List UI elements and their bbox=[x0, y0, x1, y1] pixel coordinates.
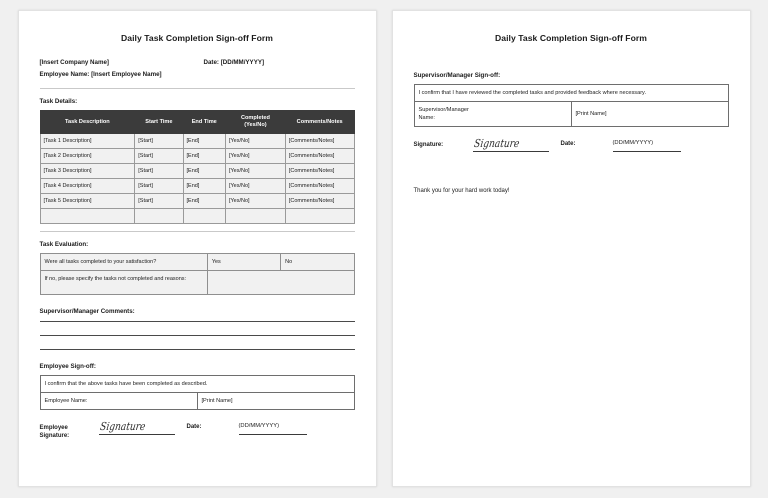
task-cell-comments[interactable] bbox=[285, 209, 354, 224]
task-cell-completed[interactable]: [Yes/No] bbox=[225, 134, 285, 149]
spacer bbox=[414, 43, 729, 63]
task-evaluation-label: Task Evaluation: bbox=[39, 241, 89, 248]
employee-signature-label bbox=[40, 419, 95, 440]
column-header-task-description: Task Description bbox=[40, 111, 135, 134]
employee-signature-label-line1: Employee bbox=[39, 425, 68, 431]
evaluation-body bbox=[40, 254, 354, 295]
task-table-body bbox=[40, 134, 354, 224]
task-details-label: Task Details: bbox=[39, 98, 78, 105]
table-row bbox=[40, 179, 354, 194]
signoff-name-label: Employee Name: bbox=[40, 393, 197, 410]
task-cell-task-description[interactable]: [Task 3 Description] bbox=[40, 164, 135, 179]
employee-date-field[interactable] bbox=[239, 419, 329, 435]
task-cell-comments[interactable]: [Comments/Notes] bbox=[285, 134, 354, 149]
column-header-start-time: Start Time bbox=[135, 111, 183, 134]
task-table-head bbox=[40, 111, 354, 134]
task-cell-comments[interactable]: [Comments/Notes] bbox=[285, 149, 354, 164]
signature-script-mark: Signature bbox=[472, 137, 520, 150]
supervisor-signoff-table[interactable] bbox=[414, 84, 729, 127]
signoff-confirmation-text: I confirm that the above tasks have been completed as described. bbox=[40, 376, 354, 393]
page-1-content bbox=[19, 11, 376, 486]
comment-line-3[interactable] bbox=[40, 349, 355, 350]
task-evaluation-table[interactable] bbox=[40, 253, 355, 295]
task-cell-end-time[interactable]: [End] bbox=[183, 194, 225, 209]
page-2-content bbox=[393, 11, 750, 486]
signature-underline bbox=[473, 151, 549, 152]
closing-message: Thank you for your hard work today! bbox=[413, 188, 510, 194]
supervisor-name-label-line1: Supervisor/Manager bbox=[418, 107, 469, 113]
task-cell-task-description[interactable]: [Task 2 Description] bbox=[40, 149, 135, 164]
task-cell-completed[interactable]: [Yes/No] bbox=[225, 194, 285, 209]
task-cell-task-description[interactable] bbox=[40, 209, 135, 224]
task-cell-task-description[interactable]: [Task 4 Description] bbox=[40, 179, 135, 194]
date-field[interactable]: Date: [DD/MM/YYYY] bbox=[203, 59, 265, 66]
supervisor-signature-field[interactable] bbox=[469, 136, 561, 152]
comment-line-1[interactable] bbox=[40, 321, 355, 322]
task-cell-end-time[interactable] bbox=[183, 209, 225, 224]
column-header-completed bbox=[225, 111, 285, 134]
task-table-header-row bbox=[40, 111, 354, 134]
task-cell-end-time[interactable]: [End] bbox=[183, 164, 225, 179]
supervisor-date-field[interactable] bbox=[613, 136, 703, 152]
supervisor-signature-label: Signature: bbox=[413, 142, 444, 148]
task-details-table[interactable] bbox=[40, 110, 355, 224]
task-cell-start-time[interactable] bbox=[135, 209, 183, 224]
signoff-confirmation-row bbox=[40, 376, 354, 393]
page-2-title: Daily Task Completion Sign-off Form bbox=[495, 33, 647, 43]
task-cell-start-time[interactable]: [Start] bbox=[135, 134, 183, 149]
table-row bbox=[40, 194, 354, 209]
document-page-1[interactable] bbox=[18, 10, 377, 487]
task-cell-end-time[interactable]: [End] bbox=[183, 149, 225, 164]
employee-signoff-body bbox=[40, 376, 354, 410]
task-cell-comments[interactable]: [Comments/Notes] bbox=[285, 179, 354, 194]
table-row bbox=[40, 164, 354, 179]
document-page-2[interactable] bbox=[392, 10, 751, 487]
task-table-divider bbox=[40, 231, 355, 232]
evaluation-row-satisfaction bbox=[40, 254, 354, 271]
signoff-name-input[interactable]: [Print Name] bbox=[197, 393, 354, 410]
table-row bbox=[40, 209, 354, 224]
evaluation-option-yes[interactable]: Yes bbox=[207, 254, 280, 271]
date-underline bbox=[613, 151, 681, 152]
spacer bbox=[40, 295, 355, 299]
task-cell-task-description[interactable]: [Task 1 Description] bbox=[40, 134, 135, 149]
signoff-name-row bbox=[40, 393, 354, 410]
supervisor-comments-lines[interactable] bbox=[40, 321, 355, 350]
signature-underline bbox=[99, 434, 175, 435]
supervisor-date-label: Date: bbox=[560, 141, 576, 147]
supervisor-name-label bbox=[414, 102, 571, 127]
comment-line-2[interactable] bbox=[40, 335, 355, 336]
task-cell-completed[interactable]: [Yes/No] bbox=[225, 179, 285, 194]
task-cell-comments[interactable]: [Comments/Notes] bbox=[285, 164, 354, 179]
supervisor-name-label-line2: Name: bbox=[418, 115, 435, 121]
date-underline bbox=[239, 434, 307, 435]
employee-signature-row bbox=[40, 419, 355, 440]
supervisor-confirmation-text: I confirm that I have reviewed the completed tasks and provided feedback where necessary. bbox=[414, 85, 728, 102]
signature-script-mark: Signature bbox=[98, 420, 146, 433]
employee-signature-field[interactable] bbox=[95, 419, 187, 435]
task-cell-end-time[interactable]: [End] bbox=[183, 179, 225, 194]
column-header-end-time: End Time bbox=[183, 111, 225, 134]
company-name-field[interactable]: [Insert Company Name] bbox=[39, 59, 109, 66]
table-row bbox=[40, 134, 354, 149]
page-title: Daily Task Completion Sign-off Form bbox=[121, 33, 273, 43]
supervisor-signature-row bbox=[414, 136, 729, 152]
date-placeholder-text: (DD/MM/YYYY) bbox=[238, 423, 280, 429]
spacer bbox=[40, 43, 355, 57]
evaluation-question: Were all tasks completed to your satisfaction? bbox=[40, 254, 207, 271]
header-divider bbox=[40, 88, 355, 89]
employee-signoff-label: Employee Sign-off: bbox=[39, 363, 96, 370]
task-cell-completed[interactable]: [Yes/No] bbox=[225, 164, 285, 179]
supervisor-signoff-label: Supervisor/Manager Sign-off: bbox=[413, 72, 501, 79]
evaluation-option-no[interactable]: No bbox=[281, 254, 354, 271]
supervisor-signoff-body bbox=[414, 85, 728, 127]
evaluation-followup-input[interactable] bbox=[207, 271, 354, 295]
task-cell-start-time[interactable]: [Start] bbox=[135, 179, 183, 194]
task-cell-completed[interactable] bbox=[225, 209, 285, 224]
employee-signature-label-line2: Signature: bbox=[39, 433, 70, 439]
column-header-completed-line2: (Yes/No) bbox=[244, 122, 267, 128]
employee-name-field[interactable]: Employee Name: [Insert Employee Name] bbox=[39, 71, 162, 78]
task-cell-comments[interactable]: [Comments/Notes] bbox=[285, 194, 354, 209]
column-header-completed-line1: Completed bbox=[240, 115, 270, 121]
table-row bbox=[40, 149, 354, 164]
employee-signoff-table[interactable] bbox=[40, 375, 355, 410]
task-cell-start-time[interactable]: [Start] bbox=[135, 194, 183, 209]
evaluation-followup-label: If no, please specify the tasks not completed and reasons: bbox=[40, 271, 207, 295]
company-date-row bbox=[40, 57, 355, 69]
evaluation-row-followup bbox=[40, 271, 354, 295]
task-cell-start-time[interactable]: [Start] bbox=[135, 164, 183, 179]
column-header-comments: Comments/Notes bbox=[285, 111, 354, 134]
supervisor-name-row bbox=[414, 102, 728, 127]
task-cell-task-description[interactable]: [Task 5 Description] bbox=[40, 194, 135, 209]
task-cell-end-time[interactable]: [End] bbox=[183, 134, 225, 149]
supervisor-name-input[interactable]: [Print Name] bbox=[571, 102, 728, 127]
date-placeholder-text: (DD/MM/YYYY) bbox=[612, 140, 654, 146]
task-cell-start-time[interactable]: [Start] bbox=[135, 149, 183, 164]
employee-date-label: Date: bbox=[186, 424, 202, 430]
supervisor-comments-label: Supervisor/Manager Comments: bbox=[39, 308, 135, 315]
task-cell-completed[interactable]: [Yes/No] bbox=[225, 149, 285, 164]
supervisor-confirmation-row bbox=[414, 85, 728, 102]
